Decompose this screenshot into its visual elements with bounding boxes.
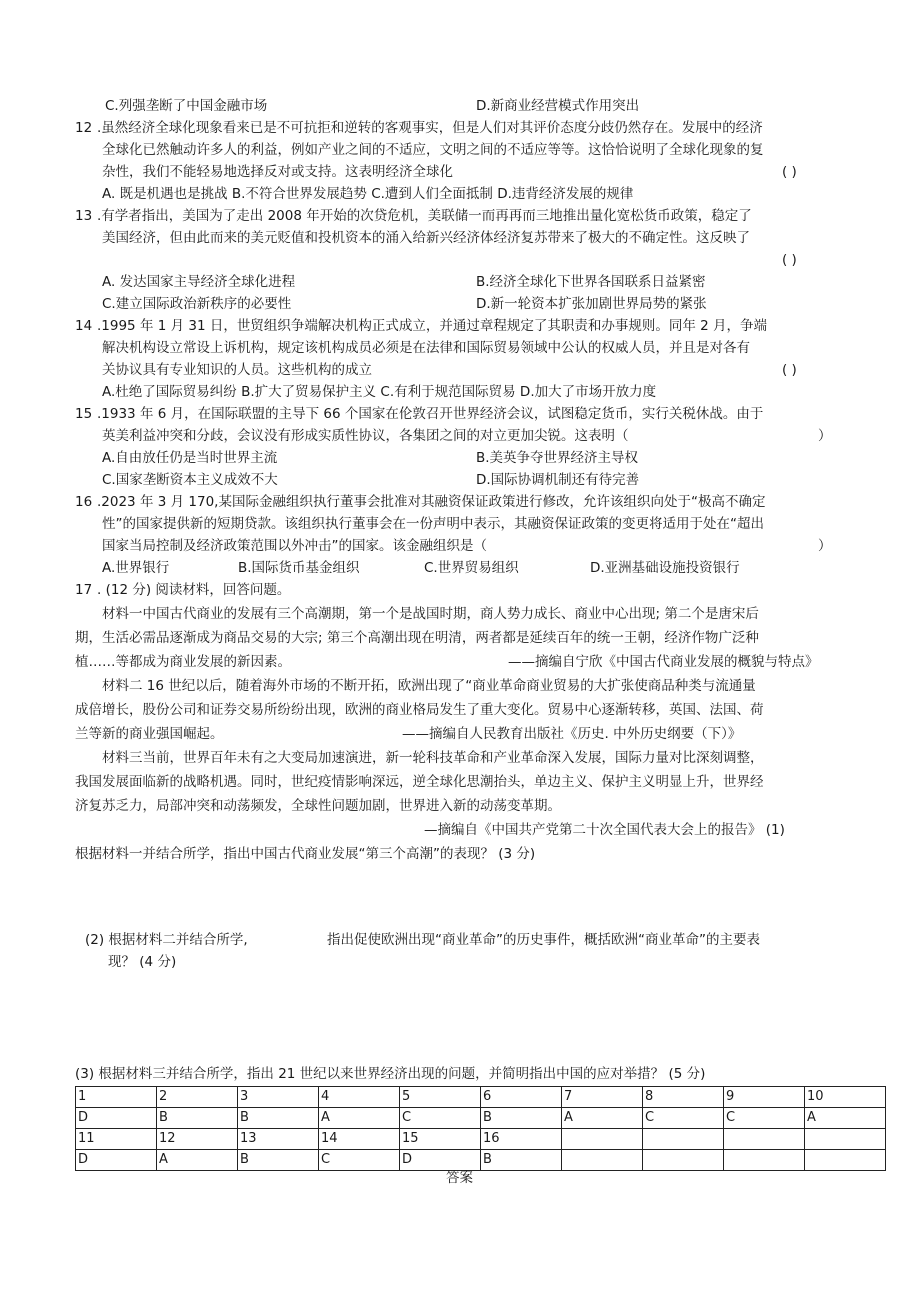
answer-table-cell: C: [400, 1108, 481, 1129]
subquestion-3: (3) 根据材料三并结合所学，指出 21 世纪以来世界经济出现的问题，并简明指出中国的应对举措？ (5 分): [75, 1066, 706, 1082]
q15-stem-line: .1933 年 6 月，在国际联盟的主导下 66 个国家在伦敦召开世界经济会议，试图稳定货币，实行关税休战。由于: [97, 406, 764, 422]
subquestion-2-tail: 现？ (4 分): [108, 954, 177, 970]
answer-table-cell: D: [76, 1108, 157, 1129]
answer-table-row: [76, 1108, 886, 1129]
material-3-line: 材料三当前，世界百年未有之大变局加速演进，新一轮科技革命和产业革命深入发展，国际力量对比深刻调整，: [102, 750, 764, 766]
q16-stem-line: 性”的国家提供新的短期贷款。该组织执行董事会在一份声明中表示，其融资保证政策的变更将适用于处在“超出: [102, 516, 764, 532]
answer-table-cell: 2: [157, 1087, 238, 1108]
q12-stem-line: 杂性，我们不能轻易地选择反对或支持。这表明经济全球化: [102, 164, 453, 180]
answer-table-cell: 10: [805, 1087, 886, 1108]
q14-answer-paren: ( ): [782, 362, 797, 378]
answer-table-cell: 5: [400, 1087, 481, 1108]
answer-table-cell: [805, 1150, 886, 1171]
answer-table-cell: B: [157, 1108, 238, 1129]
answer-table-cell: [562, 1129, 643, 1150]
answer-table-cell: 7: [562, 1087, 643, 1108]
answer-table-cell: A: [805, 1108, 886, 1129]
q13-option-d: D.新一轮资本扩张加剧世界局势的紧张: [476, 296, 707, 312]
q13-answer-paren: ( ): [782, 252, 797, 268]
answer-table-cell: [805, 1129, 886, 1150]
q14-stem-line: 解决机构设立常设上诉机构，规定该机构成员必须是在法律和国际贸易领域中公认的权威人员，并且是对各有: [102, 340, 750, 356]
q12-stem-line: .虽然经济全球化现象看来已是不可抗拒和逆转的客观事实，但是人们对其评价态度分歧仍然存在。发展中的经济: [97, 120, 763, 136]
answer-table-cell: A: [319, 1108, 400, 1129]
q16-option-a: A.世界银行: [102, 560, 170, 576]
q16-answer-paren: ）: [818, 538, 832, 554]
q11-option-c: C.列强垄断了中国金融市场: [105, 98, 268, 114]
q12-stem-line: 全球化已然触动许多人的利益，例如产业之间的不适应，文明之间的不适应等等。这恰恰说明了全球化现象的复: [102, 142, 764, 158]
q15-option-a: A.自由放任仍是当时世界主流: [102, 450, 278, 466]
q16-option-c: C.世界贸易组织: [424, 560, 519, 576]
q16-number: 16: [75, 494, 93, 510]
answer-table-cell: A: [562, 1108, 643, 1129]
answer-table-cell: [643, 1150, 724, 1171]
answer-table-cell: 3: [238, 1087, 319, 1108]
answer-table-cell: A: [157, 1150, 238, 1171]
q14-stem-line: .1995 年 1 月 31 日，世贸组织争端解决机构正式成立，并通过章程规定了其职责和办事规则。同年 2 月，争端: [97, 318, 768, 334]
material-2-line: 成倍增长，股份公司和证券交易所纷纷出现，欧洲的商业格局发生了重大变化。贸易中心逐渐转移，英国、法国、荷: [75, 702, 764, 718]
material-1-line: 材料一中国古代商业的发展有三个高潮期，第一个是战国时期，商人势力成长、商业中心出现; 第二个是唐宋后: [102, 606, 759, 622]
q12-number: 12: [75, 120, 93, 136]
q15-answer-paren: ）: [818, 428, 832, 444]
answer-table-cell: B: [238, 1150, 319, 1171]
answer-table-cell: [724, 1129, 805, 1150]
answer-table-row: [76, 1087, 886, 1108]
answer-table-row: [76, 1150, 886, 1171]
answer-table-cell: 4: [319, 1087, 400, 1108]
answer-table-cell: [562, 1150, 643, 1171]
q15-option-b: B.美英争夺世界经济主导权: [476, 450, 639, 466]
material-3-source: —摘编自《中国共产党第二十次全国代表大会上的报告》 (1): [424, 822, 785, 838]
answer-table-cell: 8: [643, 1087, 724, 1108]
q13-stem-line: 美国经济，但由此而来的美元贬值和投机资本的涌入给新兴经济体经济复苏带来了极大的不确定性。这反映了: [102, 230, 750, 246]
answer-table-cell: 14: [319, 1129, 400, 1150]
q13-option-c: C.建立国际政治新秩序的必要性: [102, 296, 292, 312]
material-2-source: ——摘编自人民教育出版社《历史. 中外历史纲要（下）》: [402, 726, 742, 742]
answer-title: 答案: [446, 1170, 473, 1186]
q15-option-d: D.国际协调机制还有待完善: [476, 472, 640, 488]
answer-table-cell: D: [400, 1150, 481, 1171]
answer-table-row: [76, 1129, 886, 1150]
q13-option-a: A. 发达国家主导经济全球化进程: [102, 274, 296, 290]
material-1-source: ——摘编自宁欣《中国古代商业发展的概貌与特点》: [508, 654, 819, 670]
answer-table-cell: [724, 1150, 805, 1171]
answer-table-cell: B: [238, 1108, 319, 1129]
material-1-line: 期，生活必需品逐渐成为商品交易的大宗; 第三个高潮出现在明清，两者都是延续百年的统一王朝，经济作物广泛种: [75, 630, 759, 646]
answer-table-cell: 12: [157, 1129, 238, 1150]
answer-table-cell: [643, 1129, 724, 1150]
answer-table-cell: B: [481, 1150, 562, 1171]
q16-option-d: D.亚洲基础设施投资银行: [590, 560, 740, 576]
q16-option-b: B.国际货币基金组织: [238, 560, 360, 576]
q14-number: 14: [75, 318, 93, 334]
answer-table-cell: B: [481, 1108, 562, 1129]
answer-table-cell: C: [319, 1150, 400, 1171]
material-3-line: 济复苏乏力，局部冲突和动荡频发，全球性问题加剧，世界进入新的动荡变革期。: [75, 798, 561, 814]
answer-table-cell: 1: [76, 1087, 157, 1108]
answer-table-cell: C: [724, 1108, 805, 1129]
subquestion-2-text: 指出促使欧洲出现“商业革命”的历史事件，概括欧洲“商业革命”的主要表: [327, 932, 760, 948]
answer-table-cell: C: [643, 1108, 724, 1129]
subquestion-1: 根据材料一并结合所学，指出中国古代商业发展“第三个高潮”的表现？ (3 分): [75, 846, 536, 862]
material-2-line: 材料二 16 世纪以后，随着海外市场的不断开拓，欧洲出现了“商业革命商业贸易的大扩张使商品种类与流通量: [102, 678, 756, 694]
q11-option-d: D.新商业经营模式作用突出: [476, 98, 640, 114]
answer-table: [75, 1086, 886, 1171]
answer-table-cell: 15: [400, 1129, 481, 1150]
answer-table-cell: D: [76, 1150, 157, 1171]
q17-number: 17: [75, 582, 93, 598]
q13-number: 13: [75, 208, 93, 224]
q15-option-c: C.国家垄断资本主义成效不大: [102, 472, 278, 488]
q14-stem-line: 关协议具有专业知识的人员。这些机构的成立: [102, 362, 372, 378]
q13-option-b: B.经济全球化下世界各国联系日益紧密: [476, 274, 706, 290]
q12-answer-paren: ( ): [782, 164, 797, 180]
material-3-line: 我国发展面临新的战略机遇。同时，世纪疫情影响深远，逆全球化思潮抬头，单边主义、保护主义明显上升，世界经: [75, 774, 764, 790]
q16-stem-line: .2023 年 3 月 170,某国际金融组织执行董事会批准对其融资保证政策进行修改，允许该组织向处于“极高不确定: [97, 494, 766, 510]
q15-number: 15: [75, 406, 93, 422]
q12-options: A. 既是机遇也是挑战 B.不符合世界发展趋势 C.遭到人们全面抵制 D.违背经济发展的规律: [102, 186, 634, 202]
answer-table-cell: 16: [481, 1129, 562, 1150]
material-2-line: 兰等新的商业强国崛起。: [75, 726, 224, 742]
q14-options: A.杜绝了国际贸易纠纷 B.扩大了贸易保护主义 C.有利于规范国际贸易 D.加大了市场开放力度: [102, 384, 657, 400]
answer-table-cell: 9: [724, 1087, 805, 1108]
answer-table-cell: 13: [238, 1129, 319, 1150]
answer-table-cell: 11: [76, 1129, 157, 1150]
q16-stem-line: 国家当局控制及经济政策范围以外冲击”的国家。该金融组织是（: [102, 538, 487, 554]
answer-table-cell: 6: [481, 1087, 562, 1108]
q17-header: . (12 分) 阅读材料，回答问题。: [97, 582, 291, 598]
subquestion-2-prefix: (2) 根据材料二并结合所学,: [85, 932, 248, 948]
q13-stem-line: .有学者指出，美国为了走出 2008 年开始的次贷危机，美联储一而再再而三地推出量化宽松货币政策，稳定了: [97, 208, 752, 224]
q15-stem-line: 英美利益冲突和分歧，会议没有形成实质性协议，各集团之间的对立更加尖锐。这表明（: [102, 428, 629, 444]
material-1-line: 植……等都成为商业发展的新因素。: [75, 654, 291, 670]
